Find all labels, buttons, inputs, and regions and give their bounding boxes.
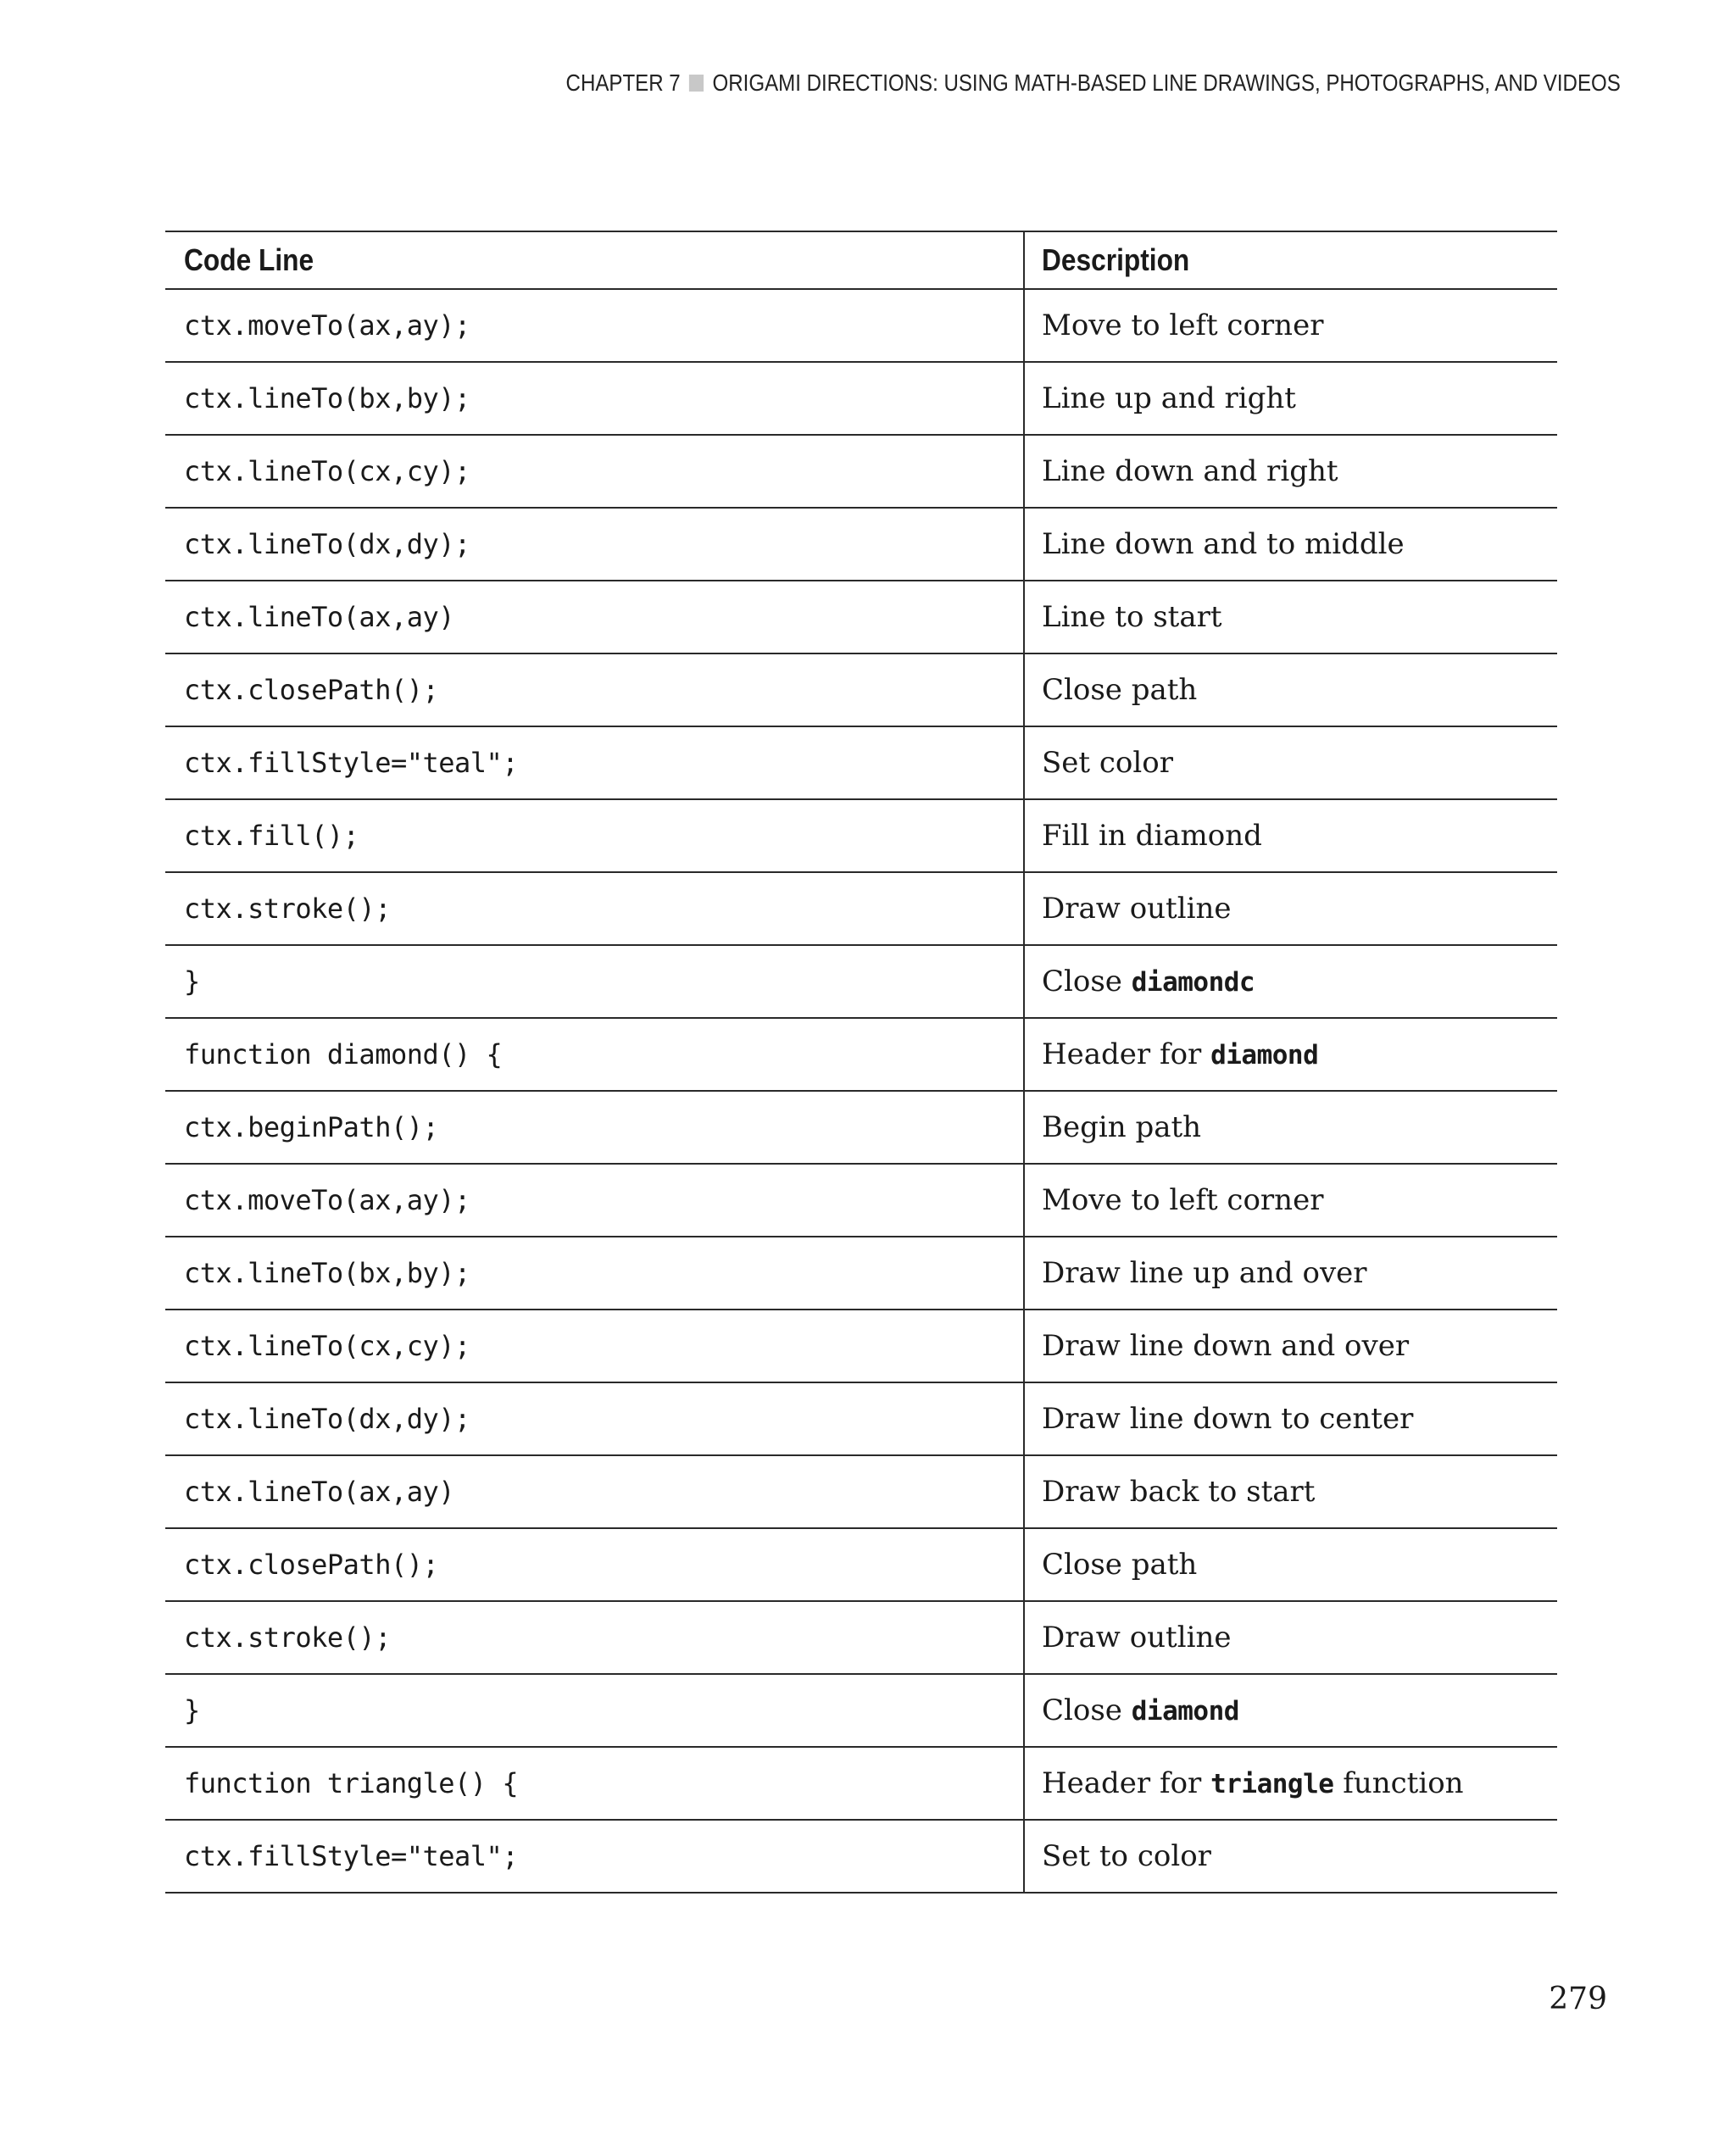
page-number: 279 <box>1549 1982 1607 2016</box>
description: Header for triangle function <box>1024 1747 1557 1820</box>
description: Draw line up and over <box>1024 1237 1557 1310</box>
table-row <box>165 653 1557 726</box>
code-line: } <box>165 1674 1024 1747</box>
table-row <box>165 1747 1557 1820</box>
chapter-label: CHAPTER 7 <box>565 70 681 96</box>
code-line: ctx.lineTo(dx,dy); <box>165 508 1024 581</box>
code-line: ctx.stroke(); <box>165 872 1024 945</box>
description: Draw outline <box>1024 1601 1557 1674</box>
description: Move to left corner <box>1024 1164 1557 1237</box>
description: Draw line down and over <box>1024 1310 1557 1382</box>
table-row <box>165 872 1557 945</box>
code-line: function diamond() { <box>165 1018 1024 1091</box>
table-row <box>165 1601 1557 1674</box>
description: Line down and right <box>1024 435 1557 508</box>
table-row <box>165 945 1557 1018</box>
code-line: ctx.lineTo(bx,by); <box>165 1237 1024 1310</box>
table-row <box>165 289 1557 362</box>
code-line: ctx.lineTo(ax,ay) <box>165 1455 1024 1528</box>
table-row <box>165 362 1557 435</box>
table-row <box>165 1820 1557 1893</box>
description: Close diamondc <box>1024 945 1557 1018</box>
code-line: } <box>165 945 1024 1018</box>
table-row <box>165 581 1557 653</box>
table-header-row <box>165 231 1557 289</box>
table-row <box>165 1674 1557 1747</box>
table-row <box>165 1237 1557 1310</box>
description: Begin path <box>1024 1091 1557 1164</box>
running-header <box>566 70 1621 97</box>
code-line: ctx.closePath(); <box>165 1528 1024 1601</box>
table-row <box>165 1018 1557 1091</box>
description: Set to color <box>1024 1820 1557 1893</box>
code-line: function triangle() { <box>165 1747 1024 1820</box>
code-line: ctx.lineTo(ax,ay) <box>165 581 1024 653</box>
description: Draw line down to center <box>1024 1382 1557 1455</box>
code-line: ctx.fill(); <box>165 799 1024 872</box>
code-line: ctx.moveTo(ax,ay); <box>165 1164 1024 1237</box>
code-line: ctx.stroke(); <box>165 1601 1024 1674</box>
description: Line down and to middle <box>1024 508 1557 581</box>
code-line: ctx.fillStyle="teal"; <box>165 1820 1024 1893</box>
table-row <box>165 435 1557 508</box>
description: Move to left corner <box>1024 289 1557 362</box>
separator-square-icon <box>689 75 704 92</box>
description: Fill in diamond <box>1024 799 1557 872</box>
table-row <box>165 1164 1557 1237</box>
description: Line up and right <box>1024 362 1557 435</box>
description: Set color <box>1024 726 1557 799</box>
description: Close path <box>1024 1528 1557 1601</box>
code-line: ctx.closePath(); <box>165 653 1024 726</box>
chapter-title: ORIGAMI DIRECTIONS: USING MATH-BASED LINE DRAWINGS, PHOTOGRAPHS, AND VIDEOS <box>712 70 1621 96</box>
table-row <box>165 1455 1557 1528</box>
code-line: ctx.lineTo(cx,cy); <box>165 1310 1024 1382</box>
table-row <box>165 508 1557 581</box>
description: Draw outline <box>1024 872 1557 945</box>
code-line: ctx.lineTo(dx,dy); <box>165 1382 1024 1455</box>
table-row <box>165 799 1557 872</box>
column-header-code-line: Code Line <box>165 231 1024 289</box>
column-header-description: Description <box>1024 231 1557 289</box>
table-row <box>165 1310 1557 1382</box>
description: Line to start <box>1024 581 1557 653</box>
code-line: ctx.moveTo(ax,ay); <box>165 289 1024 362</box>
description: Close diamond <box>1024 1674 1557 1747</box>
code-line: ctx.beginPath(); <box>165 1091 1024 1164</box>
description: Close path <box>1024 653 1557 726</box>
description: Header for diamond <box>1024 1018 1557 1091</box>
description: Draw back to start <box>1024 1455 1557 1528</box>
table-row <box>165 1528 1557 1601</box>
table-row <box>165 1382 1557 1455</box>
code-line: ctx.lineTo(cx,cy); <box>165 435 1024 508</box>
code-line: ctx.lineTo(bx,by); <box>165 362 1024 435</box>
code-line: ctx.fillStyle="teal"; <box>165 726 1024 799</box>
table-row <box>165 726 1557 799</box>
code-description-table <box>165 231 1557 1894</box>
table-row <box>165 1091 1557 1164</box>
